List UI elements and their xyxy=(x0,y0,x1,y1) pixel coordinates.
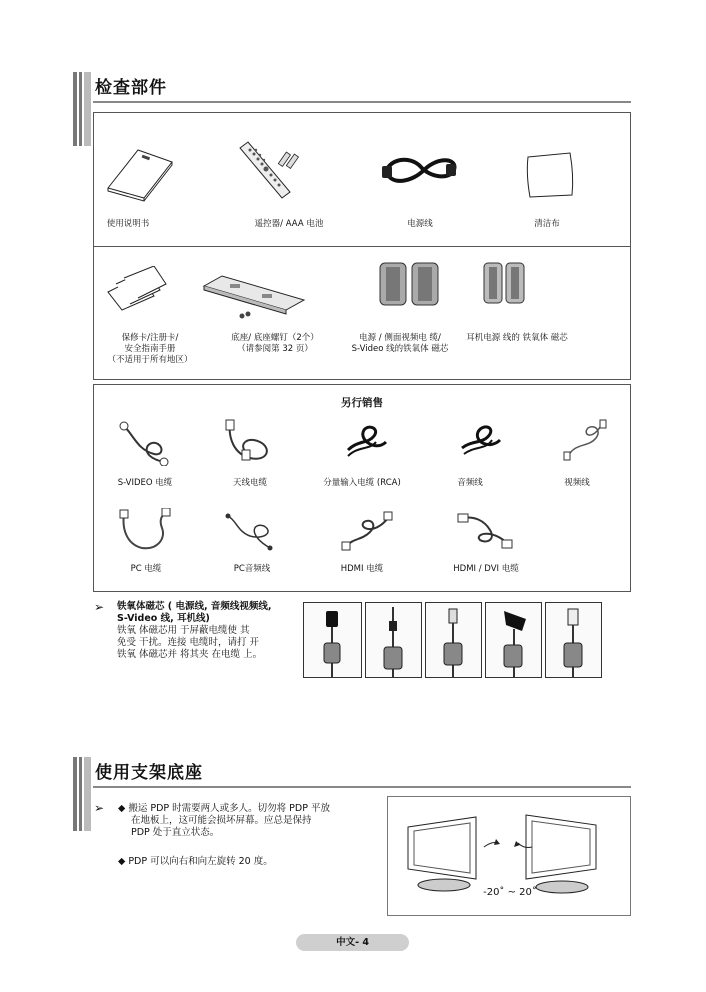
page-title: 检查部件 xyxy=(95,78,167,98)
bullet-1: ◆ 搬运 PDP 时需要两人或多人。切勿将 PDP 平放 在地板上，这可能会损坏屏幕。应总是保持 PDP 处于直立状态。 xyxy=(118,803,330,838)
small-ferrite-label: 耳机电源 线的 铁氧体 磁芯 xyxy=(466,333,568,343)
small-ferrite-icon xyxy=(482,261,528,305)
ferrite-core-icon xyxy=(378,259,442,309)
component-cable-icon xyxy=(344,420,390,462)
pc-cable-label: PC 电缆 xyxy=(130,564,162,574)
pc-cable-icon xyxy=(116,508,174,554)
power-cord-label: 电源线 xyxy=(407,219,433,229)
section-bar xyxy=(73,757,91,831)
arrow-icon: ➢ xyxy=(94,600,105,614)
ferrite-photo-5 xyxy=(545,602,602,678)
diamond-icon: ◆ xyxy=(118,803,129,814)
remote-icon xyxy=(234,140,302,202)
s-video-cable-label: S-VIDEO 电缆 xyxy=(117,478,173,488)
title-rule xyxy=(93,101,631,103)
video-cable-label: 视频线 xyxy=(564,478,590,488)
section-bar xyxy=(73,72,91,146)
power-cord-icon xyxy=(380,150,460,194)
cloth-icon xyxy=(524,151,576,199)
section-title: 使用支架底座 xyxy=(95,763,203,783)
audio-cable-icon xyxy=(458,420,504,462)
stand-label: 底座/ 底座螺钉（2个） （请参阅第 32 页） xyxy=(231,333,319,354)
pc-audio-cable-label: PC音频线 xyxy=(233,564,271,574)
remote-label: 遥控器/ AAA 电池 xyxy=(254,219,324,229)
sold-separately-title: 另行销售 xyxy=(341,397,383,409)
page-number: 中文- 4 xyxy=(296,934,409,951)
hdmi-cable-label: HDMI 电缆 xyxy=(340,564,384,574)
cloth-label: 清洁布 xyxy=(534,219,560,229)
stand-icon xyxy=(200,274,306,322)
video-cable-icon xyxy=(562,418,608,462)
title-rule xyxy=(93,786,631,788)
ferrite-photo-4 xyxy=(485,602,542,678)
diamond-icon: ◆ xyxy=(118,856,129,867)
antenna-cable-label: 天线电缆 xyxy=(232,478,267,488)
component-cable-label: 分量输入电缆 (RCA) xyxy=(323,478,401,488)
audio-cable-label: 音频线 xyxy=(457,478,483,488)
antenna-cable-icon xyxy=(224,418,274,466)
angle-label: -20˚ ~ 20˚ xyxy=(483,887,537,898)
ferrite-photo-1 xyxy=(303,602,362,678)
manual-label: 使用说明书 xyxy=(106,219,150,229)
hdmi-dvi-cable-label: HDMI / DVI 电缆 xyxy=(453,564,519,574)
hdmi-dvi-cable-icon xyxy=(456,510,514,552)
ferrite-photo-3 xyxy=(425,602,482,678)
ferrite-note: 铁氧体磁芯 ( 电源线, 音频线视频线, S-Video 线, 耳机线) 铁氧 体磁芯用 于屏蔽电缆使 其 免受 干扰。连接 电缆时，请打 开 铁氧 体磁芯并 将其夹 在电缆 上。 xyxy=(117,601,272,660)
ferrite-core-label: 电源 / 侧面视频电 缆/ S-Video 线的铁氧体 磁芯 xyxy=(351,333,449,354)
manual-icon xyxy=(104,144,176,202)
rotation-illustration xyxy=(387,796,631,916)
hdmi-cable-icon xyxy=(340,510,394,552)
s-video-cable-icon xyxy=(118,420,170,466)
warranty-card-icon xyxy=(106,266,168,312)
bullet-2: ◆ PDP 可以向右和向左旋转 20 度。 xyxy=(118,856,273,867)
arrow-icon: ➢ xyxy=(94,801,105,815)
divider xyxy=(93,246,631,247)
pc-audio-cable-icon xyxy=(224,510,278,552)
warranty-label: 保修卡/注册卡/ 安全指南手册 （不适用于所有地区） xyxy=(107,333,193,365)
ferrite-photo-2 xyxy=(365,602,422,678)
